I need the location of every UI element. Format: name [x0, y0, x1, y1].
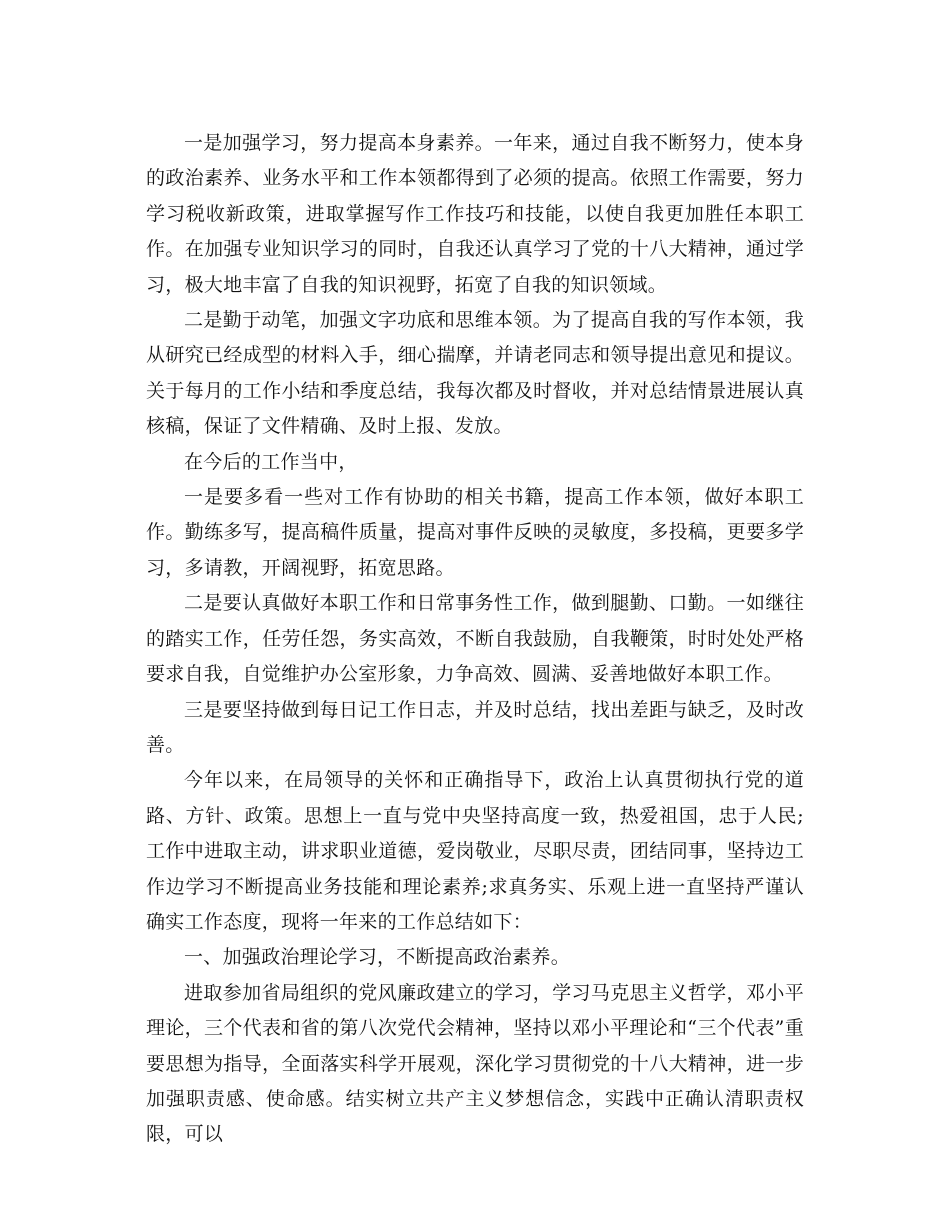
paragraph-9: 进取参加省局组织的党风廉政建立的学习，学习马克思主义哲学，邓小平理论，三个代表和省的第八次党代会精神，坚持以邓小平理论和“三个代表”重要思想为指导，全面落实科学开展观，深化学习贯彻党的十八大精神，进一步加强职责感、使命感。结实树立共产主义梦想信念，实践中正确认清职责权限，可以 — [146, 981, 804, 1146]
paragraph-5: 二是要认真做好本职工作和日常事务性工作，做到腿勤、口勤。一如继往的踏实工作，任劳任怨，务实高效，不断自我鼓励，自我鞭策，时时处处严格要求自我，自觉维护办公室形象，力争高效、圆满、妥善地做好本职工作。 — [146, 592, 804, 686]
paragraph-3: 在今后的工作当中， — [184, 450, 358, 473]
paragraph-7: 今年以来，在局领导的关怀和正确指导下，政治上认真贯彻执行党的道路、方针、政策。思想上一直与党中央坚持高度一致，热爱祖国，忠于人民;工作中进取主动，讲求职业道德，爱岗敬业，尽职尽责，团结同事，坚持边工作边学习不断提高业务技能和理论素养;求真务实、乐观上进一直坚持严谨认确实工作态度，现将一年来的工作总结如下： — [146, 769, 804, 933]
paragraph-6: 三是要坚持做到每日记工作日志，并及时总结，找出差距与缺乏，及时改善。 — [146, 698, 804, 756]
paragraph-8: 一、加强政治理论学习，不断提高政治素养。 — [184, 946, 571, 969]
paragraph-2: 二是勤于动笔，加强文字功底和思维本领。为了提高自我的写作本领，我从研究已经成型的材料入手，细心揣摩，并请老同志和领导提出意见和提议。关于每月的工作小结和季度总结，我每次都及时督收，并对总结情景进展认真核稿，保证了文件精确、及时上报、发放。 — [146, 309, 804, 438]
paragraph-4: 一是要多看一些对工作有协助的相关书籍，提高工作本领，做好本职工作。勤练多写，提高稿件质量，提高对事件反映的灵敏度，多投稿，更要多学习，多请教，开阔视野，拓宽思路。 — [146, 486, 804, 579]
document-body — [146, 126, 804, 1153]
paragraph-1: 一是加强学习，努力提高本身素养。一年来，通过自我不断努力，使本身的政治素养、业务水平和工作本领都得到了必须的提高。依照工作需要，努力学习税收新政策，进取掌握写作工作技巧和技能，以使自我更加胜任本职工作。在加强专业知识学习的同时，自我还认真学习了党的十八大精神，通过学习，极大地丰富了自我的知识视野，拓宽了自我的知识领域。 — [146, 132, 804, 296]
